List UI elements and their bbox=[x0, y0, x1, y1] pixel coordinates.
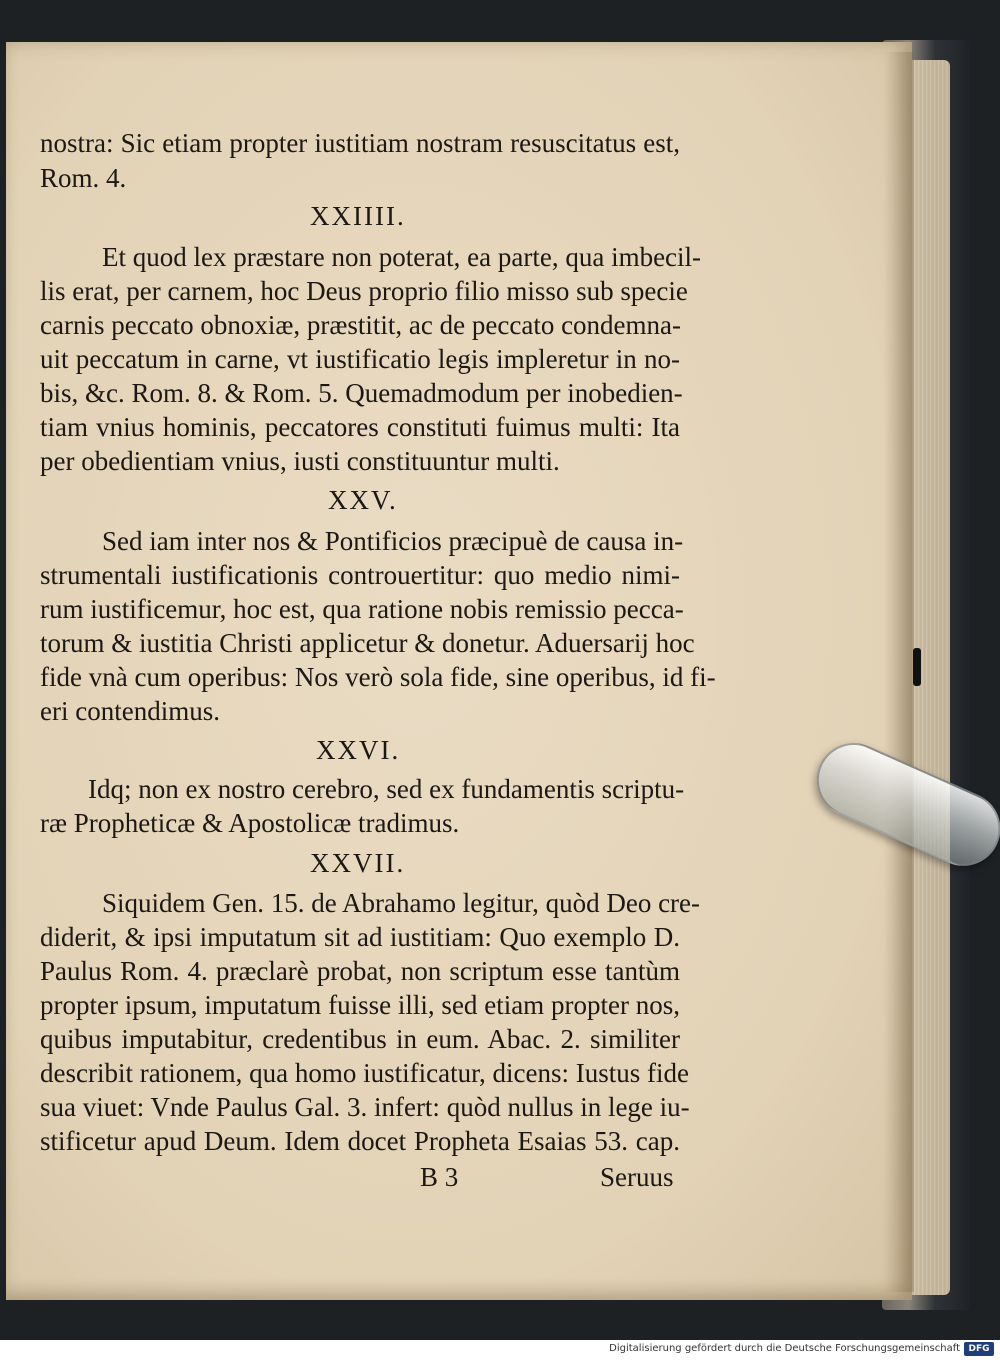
text-line: sua viuet: Vnde Paulus Gal. 3. infert: quòd nullus in lege iu- bbox=[40, 1092, 690, 1122]
text-line: Rom. 4. bbox=[40, 163, 127, 193]
signature-mark: B 3 bbox=[420, 1162, 459, 1192]
text-line: Sed iam inter nos & Pontificios præcipuè de causa in- bbox=[102, 526, 684, 556]
catchword: Seruus bbox=[600, 1162, 674, 1192]
text-line: Paulus Rom. 4. præclarè probat, non scriptum esse tantùm bbox=[40, 956, 680, 986]
ink-mark bbox=[913, 648, 921, 686]
text-line: Siquidem Gen. 15. de Abrahamo legitur, quòd Deo cre- bbox=[102, 888, 701, 918]
text-line: carnis peccato obnoxiæ, præstitit, ac de peccato condemna- bbox=[40, 310, 682, 340]
text-line: ræ Propheticæ & Apostolicæ tradimus. bbox=[40, 808, 460, 838]
text-line: per obedientiam vnius, iusti constituuntur multi. bbox=[40, 446, 560, 476]
text-line: rum iustificemur, hoc est, qua ratione nobis remissio pecca- bbox=[40, 594, 684, 624]
section-heading: XXIIII. bbox=[310, 201, 406, 231]
text-line: quibus imputabitur, credentibus in eum. Abac. 2. similiter bbox=[40, 1024, 680, 1054]
text-line: bis, &c. Rom. 8. & Rom. 5. Quemadmodum per inobedien- bbox=[40, 378, 683, 408]
section-heading: XXVII. bbox=[310, 848, 406, 878]
text-line: strumentali iustificationis controuertitur: quo medio nimi- bbox=[40, 560, 680, 590]
text-line: lis erat, per carnem, hoc Deus proprio filio misso sub specie bbox=[40, 276, 688, 306]
dfg-logo: DFG bbox=[964, 1342, 994, 1356]
text-line: tiam vnius hominis, peccatores constituti fuimus multi: Ita bbox=[40, 412, 680, 442]
text-line: stificetur apud Deum. Idem docet Propheta Esaias 53. cap. bbox=[40, 1126, 680, 1156]
text-line: Idq; non ex nostro cerebro, sed ex fundamentis scriptu- bbox=[88, 774, 685, 804]
footer-bar bbox=[0, 1340, 1000, 1360]
section-heading: XXV. bbox=[328, 485, 398, 515]
text-line: describit rationem, qua homo iustificatur, dicens: Iustus fide bbox=[40, 1058, 690, 1088]
text-line: nostra: Sic etiam propter iustitiam nostram resuscitatus est, bbox=[40, 128, 680, 158]
funding-credit: Digitalisierung gefördert durch die Deutsche Forschungsgemeinschaft bbox=[609, 1343, 960, 1354]
text-line: Et quod lex præstare non poterat, ea parte, qua imbecil- bbox=[102, 242, 702, 272]
text-line: eri contendimus. bbox=[40, 696, 220, 726]
section-heading: XXVI. bbox=[316, 735, 401, 765]
text-line: uit peccatum in carne, vt iustificatio legis impleretur in no- bbox=[40, 344, 680, 374]
text-line: propter ipsum, imputatum fuisse illi, sed etiam propter nos, bbox=[40, 990, 680, 1020]
page-gutter-shadow bbox=[884, 52, 914, 1292]
text-line: diderit, & ipsi imputatum sit ad iustitiam: Quo exemplo D. bbox=[40, 922, 680, 952]
text-line: fide vnà cum operibus: Nos verò sola fide, sine operibus, id fi- bbox=[40, 662, 716, 692]
text-line: torum & iustitia Christi applicetur & donetur. Aduersarij hoc bbox=[40, 628, 695, 658]
